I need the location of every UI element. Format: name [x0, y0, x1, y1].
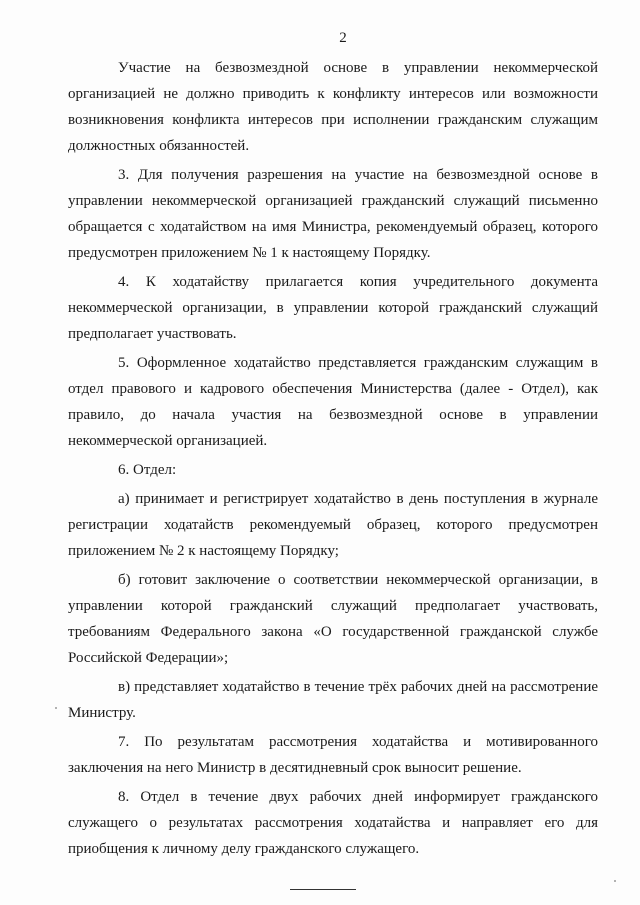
scan-speck	[55, 707, 57, 709]
paragraph-6b-conclusion: б) готовит заключение о соответствии некоммерческой организации, в управлении которой гражданский служащий предполагает участвовать, требованиям Федерального закона «О государственной гражданской службе Российской Федерации»;	[68, 572, 598, 666]
paragraph-6c-submission-to-minister: в) представляет ходатайство в течение трёх рабочих дней на рассмотрение Министру.	[68, 679, 598, 721]
paragraph-4-attached-documents: 4. К ходатайству прилагается копия учредительного документа некоммерческой организации, в управлении которой гражданский служащий предполагает участвовать.	[68, 274, 598, 342]
paragraph-5-submission: 5. Оформленное ходатайство представляется гражданским служащим в отдел правового и кадрового обеспечения Министерства (далее - Отдел), как правило, до начала участия на безвозмездной основе в управлении некоммерческой организацией.	[68, 355, 598, 449]
page-number: 2	[339, 30, 347, 46]
paragraph-3-permission-request: 3. Для получения разрешения на участие на безвозмездной основе в управлении некоммерческой организацией гражданский служащий письменно обращается с ходатайством на имя Министра, рекомендуемый образец, которого предусмотрен приложением № 1 к настоящему Порядку.	[68, 167, 598, 261]
paragraph-6-department: 6. Отдел:	[118, 462, 177, 478]
paragraph-6a-registration: а) принимает и регистрирует ходатайство в день поступления в журнале регистрации ходатайств рекомендуемый образец, которого предусмотрен приложением № 2 к настоящему Порядку;	[68, 491, 598, 559]
footer-rule	[290, 889, 356, 890]
paragraph-7-decision: 7. По результатам рассмотрения ходатайства и мотивированного заключения на него Министр в десятидневный срок выносит решение.	[68, 734, 598, 776]
document-body	[68, 55, 598, 862]
paragraph-8-notification: 8. Отдел в течение двух рабочих дней информирует гражданского служащего о результатах рассмотрения ходатайства и направляет его для приобщения к личному делу гражданского служащего.	[68, 789, 598, 857]
scan-speck	[614, 880, 616, 882]
paragraph-conflict-of-interest: Участие на безвозмездной основе в управлении некоммерческой организацией не должно приводить к конфликту интересов или возможности возникновения конфликта интересов при исполнении гражданским служащим должностных обязанностей.	[68, 60, 598, 154]
